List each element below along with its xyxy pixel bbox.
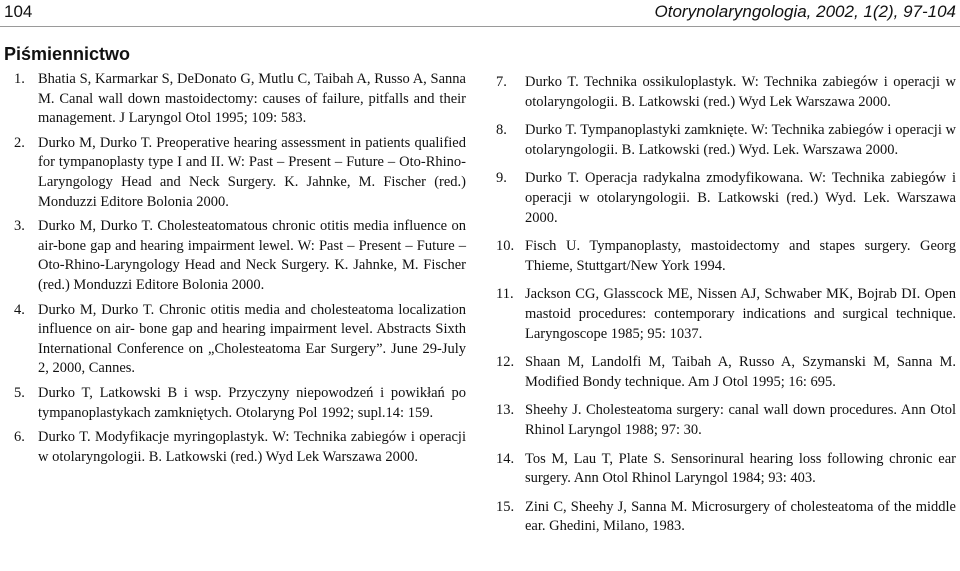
reference-item [496,401,956,440]
reference-number: 1. [14,71,25,87]
reference-number: 6. [14,429,25,446]
reference-text: Durko T. Operacja radykalna zmodyfikowana. W: Technika zabiegów i operacji w otolaryngologii. B. Latkowski (red.) Wyd. Lek. Warszawa 2000. [525,170,956,226]
reference-number: 2. [14,134,25,151]
reference-text: Fisch U. Tympanoplasty, mastoidectomy and stapes surgery. Georg Thieme, Stuttgart/New York 1994. [525,238,956,274]
reference-text: Tos M, Lau T, Plate S. Sensorinural hearing loss following chronic ear surgery. Ann Otol Rhinol Laryngol 1984; 93: 403. [525,450,956,487]
reference-number: 11. [496,286,514,303]
page-number: 104 [4,2,33,21]
reference-text: Durko M, Durko T. Cholesteatomatous chronic otitis media influence on air-bone gap and hearing impairment lewel. W: Past – Present – Future – Oto-Rhino-Laryngology Head and Neck Surgery. K. Jahnke, M. Fischer (red.) Monduzzi Editore Bolonia 2000. [38,218,466,293]
reference-item [496,498,956,537]
reference-number: 8. [496,122,507,139]
reference-number: 10. [496,238,515,255]
reference-item [496,450,956,489]
reference-item [8,70,466,129]
reference-item [496,353,956,392]
reference-text: Zini C, Sheehy J, Sanna M. Microsurgery of cholesteatoma of the middle ear. Ghedini, Milano, 1983. [525,498,956,535]
reference-text: Bhatia S, Karmarkar S, DeDonato G, Mutlu C, Taibah A, Russo A, Sanna M. Canal wall down mastoidectomy: causes of failure, pitfalls and their management. J Laryngol Otol 1995; 109: 583. [38,71,466,127]
reference-number: 5. [14,384,25,401]
reference-number: 14. [496,450,515,467]
reference-text: Durko T. Tympanoplastyki zamknięte. W: Technika zabiegów i operacji w otolaryngologii. B. Latkowski (red.) Wyd. Lek. Warszawa 2000. [525,122,956,158]
reference-text: Shaan M, Landolfi M, Taibah A, Russo A, Szymanski M, Sanna M. Modified Bondy technique. Am J Otol 1995; 16: 695. [525,354,956,390]
reference-text: Durko M, Durko T. Chronic otitis media and cholesteatoma localization influence on air- bone gap and hearing impairment level. Abstracts Sixth International Conference on „Cholesteatoma Ear Surgery”. June 29-July 2, 2000, Cannes. [38,301,466,377]
reference-number: 3. [14,218,25,235]
reference-item [8,217,466,295]
reference-number: 12. [496,354,515,371]
reference-text: Sheehy J. Cholesteatoma surgery: canal wall down procedures. Ann Otol Rhinol Laryngol 1988; 97: 30. [525,402,956,438]
journal-citation: Otorynolaryngologia, 2002, 1(2), 97-104 [654,2,956,21]
section-heading: Piśmiennictwo [4,44,131,64]
reference-number: 15. [496,498,515,515]
reference-number: 4. [14,301,25,318]
reference-item [496,73,956,112]
reference-number: 13. [496,402,515,419]
reference-text: Durko T, Latkowski B i wsp. Przyczyny niepowodzeń i powikłań po tympanoplastykach zamkniętych. Otolaryng Pol 1992; supl.14: 159. [38,384,466,421]
reference-item [8,134,466,212]
reference-text: Durko T. Technika ossikuloplastyk. W: Technika zabiegów i operacji w otolaryngologii. B. Latkowski (red.) Wyd Lek Warszawa 2000. [525,74,956,110]
header-rule [0,26,960,27]
reference-text: Durko M, Durko T. Preoperative hearing assessment in patients qualified for tympanoplasty type I and II. W: Past – Present – Future – Oto-Rhino-Laryngology Head and Neck Surgery. K. Jahnke, M. Fischer (red.) Monduzzi Editore Bolonia 2000. [38,134,466,210]
reference-number: 9. [496,170,507,187]
reference-item [496,169,956,228]
reference-item [8,384,466,423]
reference-item [8,428,466,467]
reference-item [496,237,956,276]
references-left-column [8,70,466,472]
references-right-column [496,73,956,546]
reference-item [8,301,466,379]
page-header [0,0,960,26]
reference-item [496,121,956,160]
reference-text: Jackson CG, Glasscock ME, Nissen AJ, Schwaber MK, Bojrab DI. Open mastoid procedures: contemporary indications and surgical technique. Laryngoscope 1985; 95: 1037. [525,286,956,342]
reference-item [496,285,956,344]
reference-text: Durko T. Modyfikacje myringoplastyk. W: Technika zabiegów i operacji w otolaryngologii. B. Latkowski (red.) Wyd Lek Warszawa 2000. [38,429,466,465]
reference-number: 7. [496,74,507,90]
